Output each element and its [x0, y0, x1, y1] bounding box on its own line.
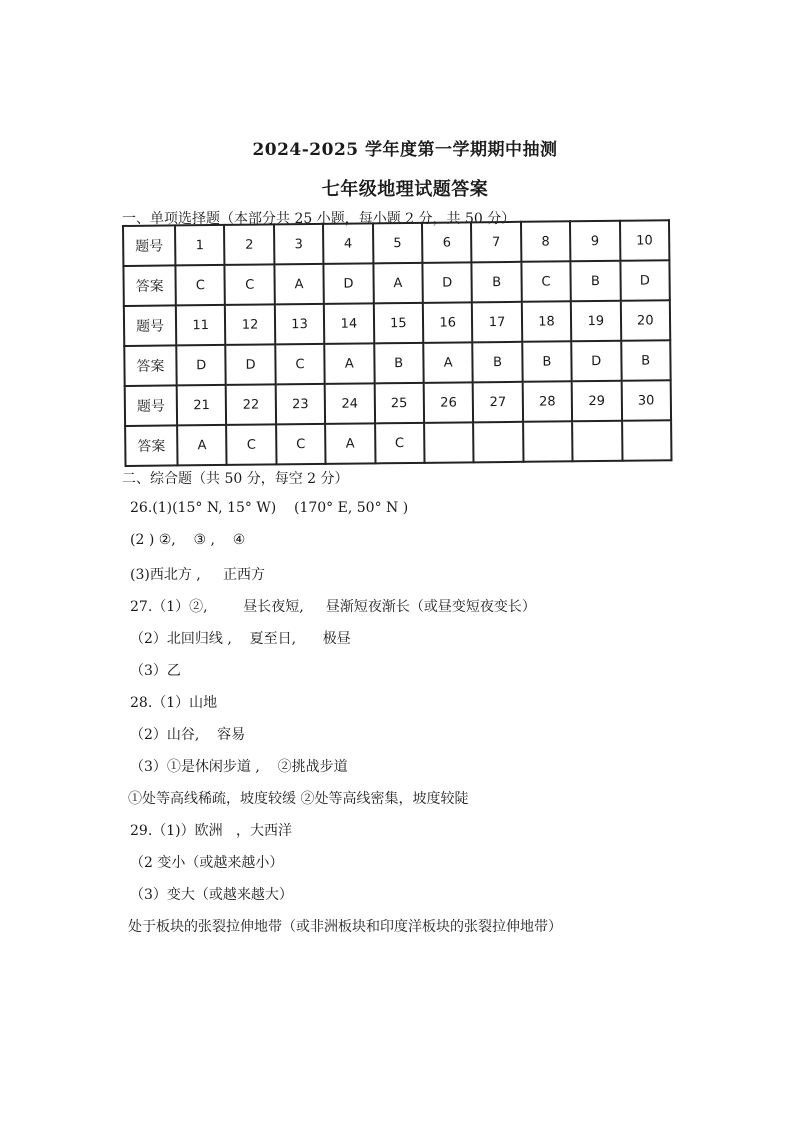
answer-line: （2 变小（或越来越小）: [130, 855, 284, 871]
answer-cell: A: [324, 343, 374, 384]
answer-line: 26.(1)(15° N, 15° W) (170° E, 50° N ): [130, 500, 409, 516]
question-number-cell: 2: [224, 224, 274, 265]
answer-line: (3)西北方 , 正西方: [130, 567, 265, 583]
row-label-answer: 答案: [123, 265, 175, 306]
answer-cell: C: [275, 344, 325, 385]
answer-cell: B: [522, 341, 572, 382]
question-number-cell: 28: [522, 381, 572, 422]
answer-cell: [572, 421, 622, 462]
page-title: 2024-2025 学年度第一学期期中抽测: [252, 140, 558, 160]
question-number-cell: 13: [275, 304, 325, 345]
question-number-cell: 3: [274, 224, 324, 265]
row-label-number: 题号: [124, 305, 176, 346]
answer-line: ①处等高线稀疏，坡度较缓 ②处等高线密集，坡度较陡: [128, 791, 469, 807]
answer-cell: B: [473, 342, 523, 383]
answer-row: [125, 420, 671, 466]
answer-cell: C: [521, 261, 571, 302]
row-label-number: 题号: [123, 225, 175, 266]
question-number-cell: 14: [324, 303, 374, 344]
answer-cell: D: [422, 262, 472, 303]
question-number-cell: 12: [225, 304, 275, 345]
row-label-answer: 答案: [125, 425, 177, 466]
question-number-cell: 4: [323, 223, 373, 264]
question-number-cell: 8: [521, 221, 571, 262]
answer-cell: D: [571, 341, 621, 382]
question-number-cell: 11: [176, 305, 226, 346]
answer-line: 29.（1)）欧洲 ，大西洋: [130, 823, 292, 839]
answer-cell: A: [423, 342, 473, 383]
answer-line: （3）乙: [130, 663, 181, 679]
answer-cell: [473, 422, 523, 463]
answer-cell: B: [472, 262, 522, 303]
section-heading-comprehensive: 二、综合题（共 50 分，每空 2 分）: [122, 471, 349, 487]
answer-cell: C: [225, 264, 275, 305]
answer-cell: A: [373, 263, 423, 304]
question-number-cell: 19: [571, 301, 621, 342]
row-label-number: 题号: [125, 385, 177, 426]
answer-line: （3）变大（或越来越大）: [130, 887, 293, 903]
answer-cell: A: [274, 264, 324, 305]
answer-cell: C: [175, 265, 225, 306]
answer-cell: D: [324, 263, 374, 304]
answer-cell: B: [621, 340, 671, 381]
question-number-cell: 20: [620, 300, 670, 341]
answer-cell: C: [375, 423, 425, 464]
question-number-cell: 15: [373, 303, 423, 344]
question-number-cell: 29: [572, 381, 622, 422]
answer-line: （2）山谷, 容易: [130, 727, 246, 743]
answer-cell: A: [325, 423, 375, 464]
answer-cell: B: [374, 343, 424, 384]
answer-cell: D: [176, 345, 226, 386]
question-number-cell: 30: [621, 380, 671, 421]
page-subtitle: 七年级地理试题答案: [321, 179, 489, 200]
answer-cell: C: [226, 424, 276, 465]
answer-row: [124, 340, 670, 386]
row-label-answer: 答案: [124, 345, 176, 386]
question-number-row: [123, 220, 669, 266]
answer-cell: [523, 421, 573, 462]
section-heading-choice: 一、单项选择题（本部分共 25 小题，每小题 2 分，共 50 分）: [122, 211, 516, 227]
question-number-cell: 26: [424, 382, 474, 423]
question-number-cell: 16: [423, 302, 473, 343]
answer-table: [122, 219, 673, 467]
question-number-cell: 18: [522, 301, 572, 342]
answer-line: （3）①是休闲步道 , ②挑战步道: [130, 759, 348, 775]
answer-cell: [622, 420, 672, 461]
answer-line: (2 ) ②, ③ , ④: [130, 532, 246, 548]
answer-cell: B: [571, 261, 621, 302]
answer-line: 27.（1）②, 昼长夜短, 昼渐短夜渐长（或昼变短夜变长）: [130, 599, 536, 615]
question-number-cell: 6: [422, 222, 472, 263]
question-number-cell: 24: [325, 383, 375, 424]
answer-cell: A: [177, 425, 227, 466]
question-number-row: [124, 300, 670, 346]
question-number-cell: 17: [472, 302, 522, 343]
question-number-cell: 21: [177, 385, 227, 426]
answer-cell: D: [620, 260, 670, 301]
answer-cell: [424, 422, 474, 463]
answer-cell: D: [226, 344, 276, 385]
answer-cell: C: [276, 424, 326, 465]
question-number-cell: 1: [175, 225, 225, 266]
question-number-cell: 7: [471, 222, 521, 263]
answer-line: 处于板块的张裂拉伸地带（或非洲板块和印度洋板块的张裂拉伸地带）: [128, 919, 562, 935]
question-number-cell: 27: [473, 382, 523, 423]
answer-line: （2）北回归线 , 夏至日, 极昼: [130, 631, 351, 647]
question-number-cell: 25: [374, 383, 424, 424]
question-number-cell: 9: [570, 221, 620, 262]
question-number-cell: 23: [275, 384, 325, 425]
answer-line: 28.（1）山地: [130, 695, 218, 711]
question-number-cell: 5: [373, 223, 423, 264]
question-number-cell: 10: [619, 220, 669, 261]
question-number-row: [125, 380, 671, 426]
answer-row: [123, 260, 669, 306]
question-number-cell: 22: [226, 384, 276, 425]
